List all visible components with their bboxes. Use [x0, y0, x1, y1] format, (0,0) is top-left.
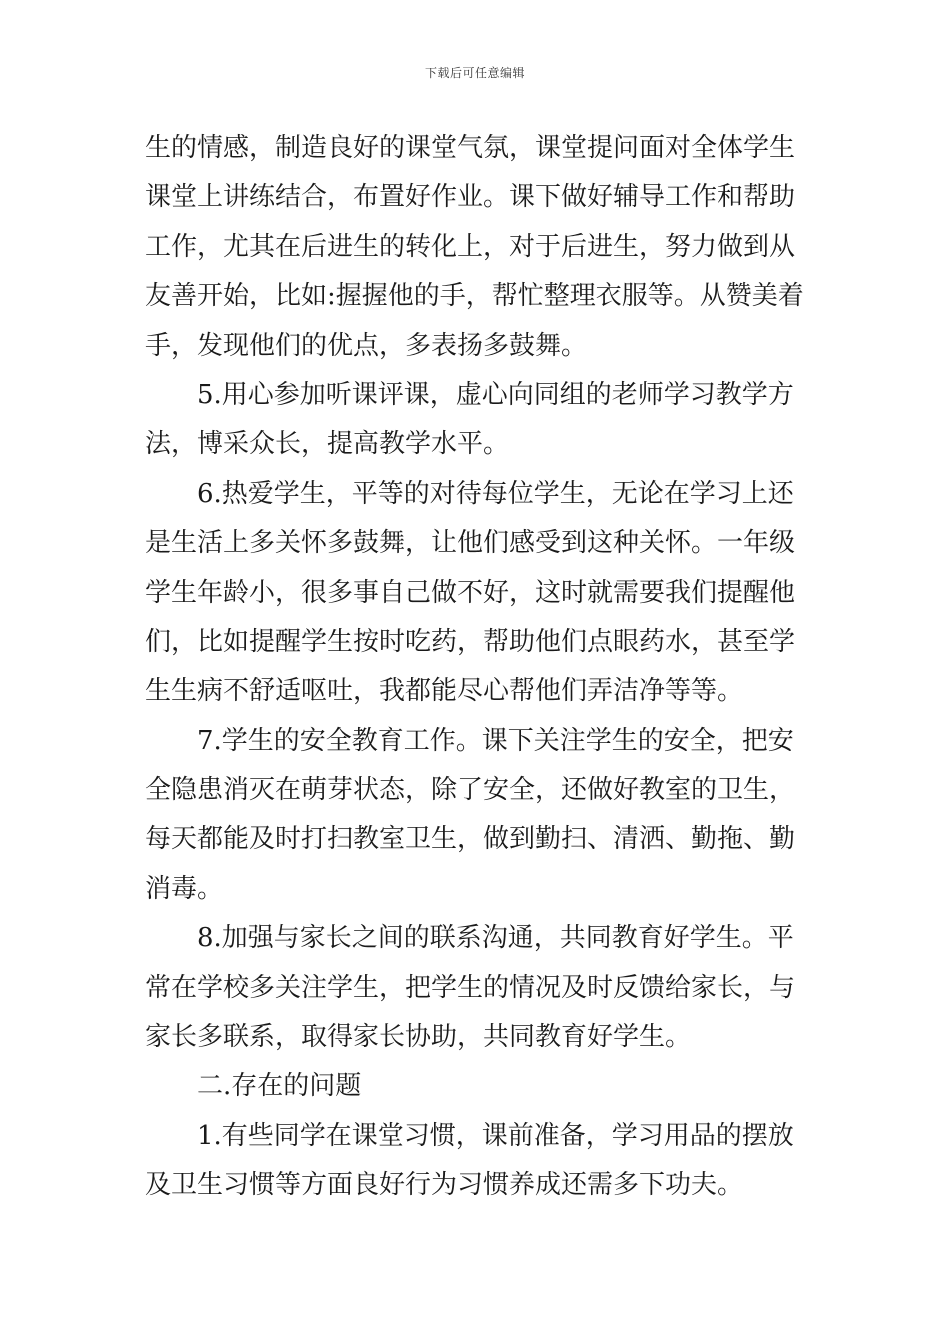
text-line: 法，博采众长，提高教学水平。: [145, 429, 510, 460]
page-header-note: 下载后可任意编辑: [424, 66, 525, 80]
paragraph-start-line: 6.热爱学生，平等的对待每位学生，无论在学习上还: [197, 478, 794, 509]
text-line: 全隐患消灭在萌芽状态，除了安全，还做好教室的卫生，: [145, 775, 796, 806]
text-line: 们，比如提醒学生按时吃药，帮助他们点眼药水，甚至学: [145, 626, 796, 657]
paragraph-start-line: 1.有些同学在课堂习惯，课前准备，学习用品的摆放: [197, 1120, 794, 1151]
text-line: 手，发现他们的优点，多表扬多鼓舞。: [145, 330, 588, 361]
text-line: 及卫生习惯等方面良好行为习惯养成还需多下功夫。: [145, 1170, 744, 1201]
text-line: 生生病不舒适呕吐，我都能尽心帮他们弄洁净等等。: [145, 676, 744, 707]
text-line: 是生活上多关怀多鼓舞，让他们感受到这种关怀。一年级: [145, 528, 796, 559]
text-line: 每天都能及时打扫教室卫生，做到勤扫、清洒、勤拖、勤: [145, 824, 796, 855]
paragraph-start-line: 5.用心参加听课评课，虚心向同组的老师学习教学方: [197, 379, 794, 410]
text-line: 家长多联系，取得家长协助，共同教育好学生。: [145, 1022, 692, 1053]
text-line: 友善开始，比如:握握他的手，帮忙整理衣服等。从赞美着: [145, 281, 804, 312]
paragraph-start-line: 7.学生的安全教育工作。课下关注学生的安全，把安: [197, 725, 794, 756]
text-line: 消毒。: [145, 873, 224, 904]
document-body: [145, 124, 810, 1211]
text-line: 常在学校多关注学生，把学生的情况及时反馈给家长，与: [145, 972, 796, 1003]
paragraph-start-line: 8.加强与家长之间的联系沟通，共同教育好学生。平: [197, 923, 794, 954]
text-line: 工作，尤其在后进生的转化上，对于后进生，努力做到从: [145, 231, 796, 262]
text-line: 学生年龄小，很多事自己做不好，这时就需要我们提醒他: [145, 577, 796, 608]
text-line: 生的情感，制造良好的课堂气氛，课堂提问面对全体学生: [145, 133, 796, 163]
section-heading: 二.存在的问题: [197, 1071, 362, 1102]
text-line: 课堂上讲练结合，布置好作业。课下做好辅导工作和帮助: [145, 182, 796, 213]
